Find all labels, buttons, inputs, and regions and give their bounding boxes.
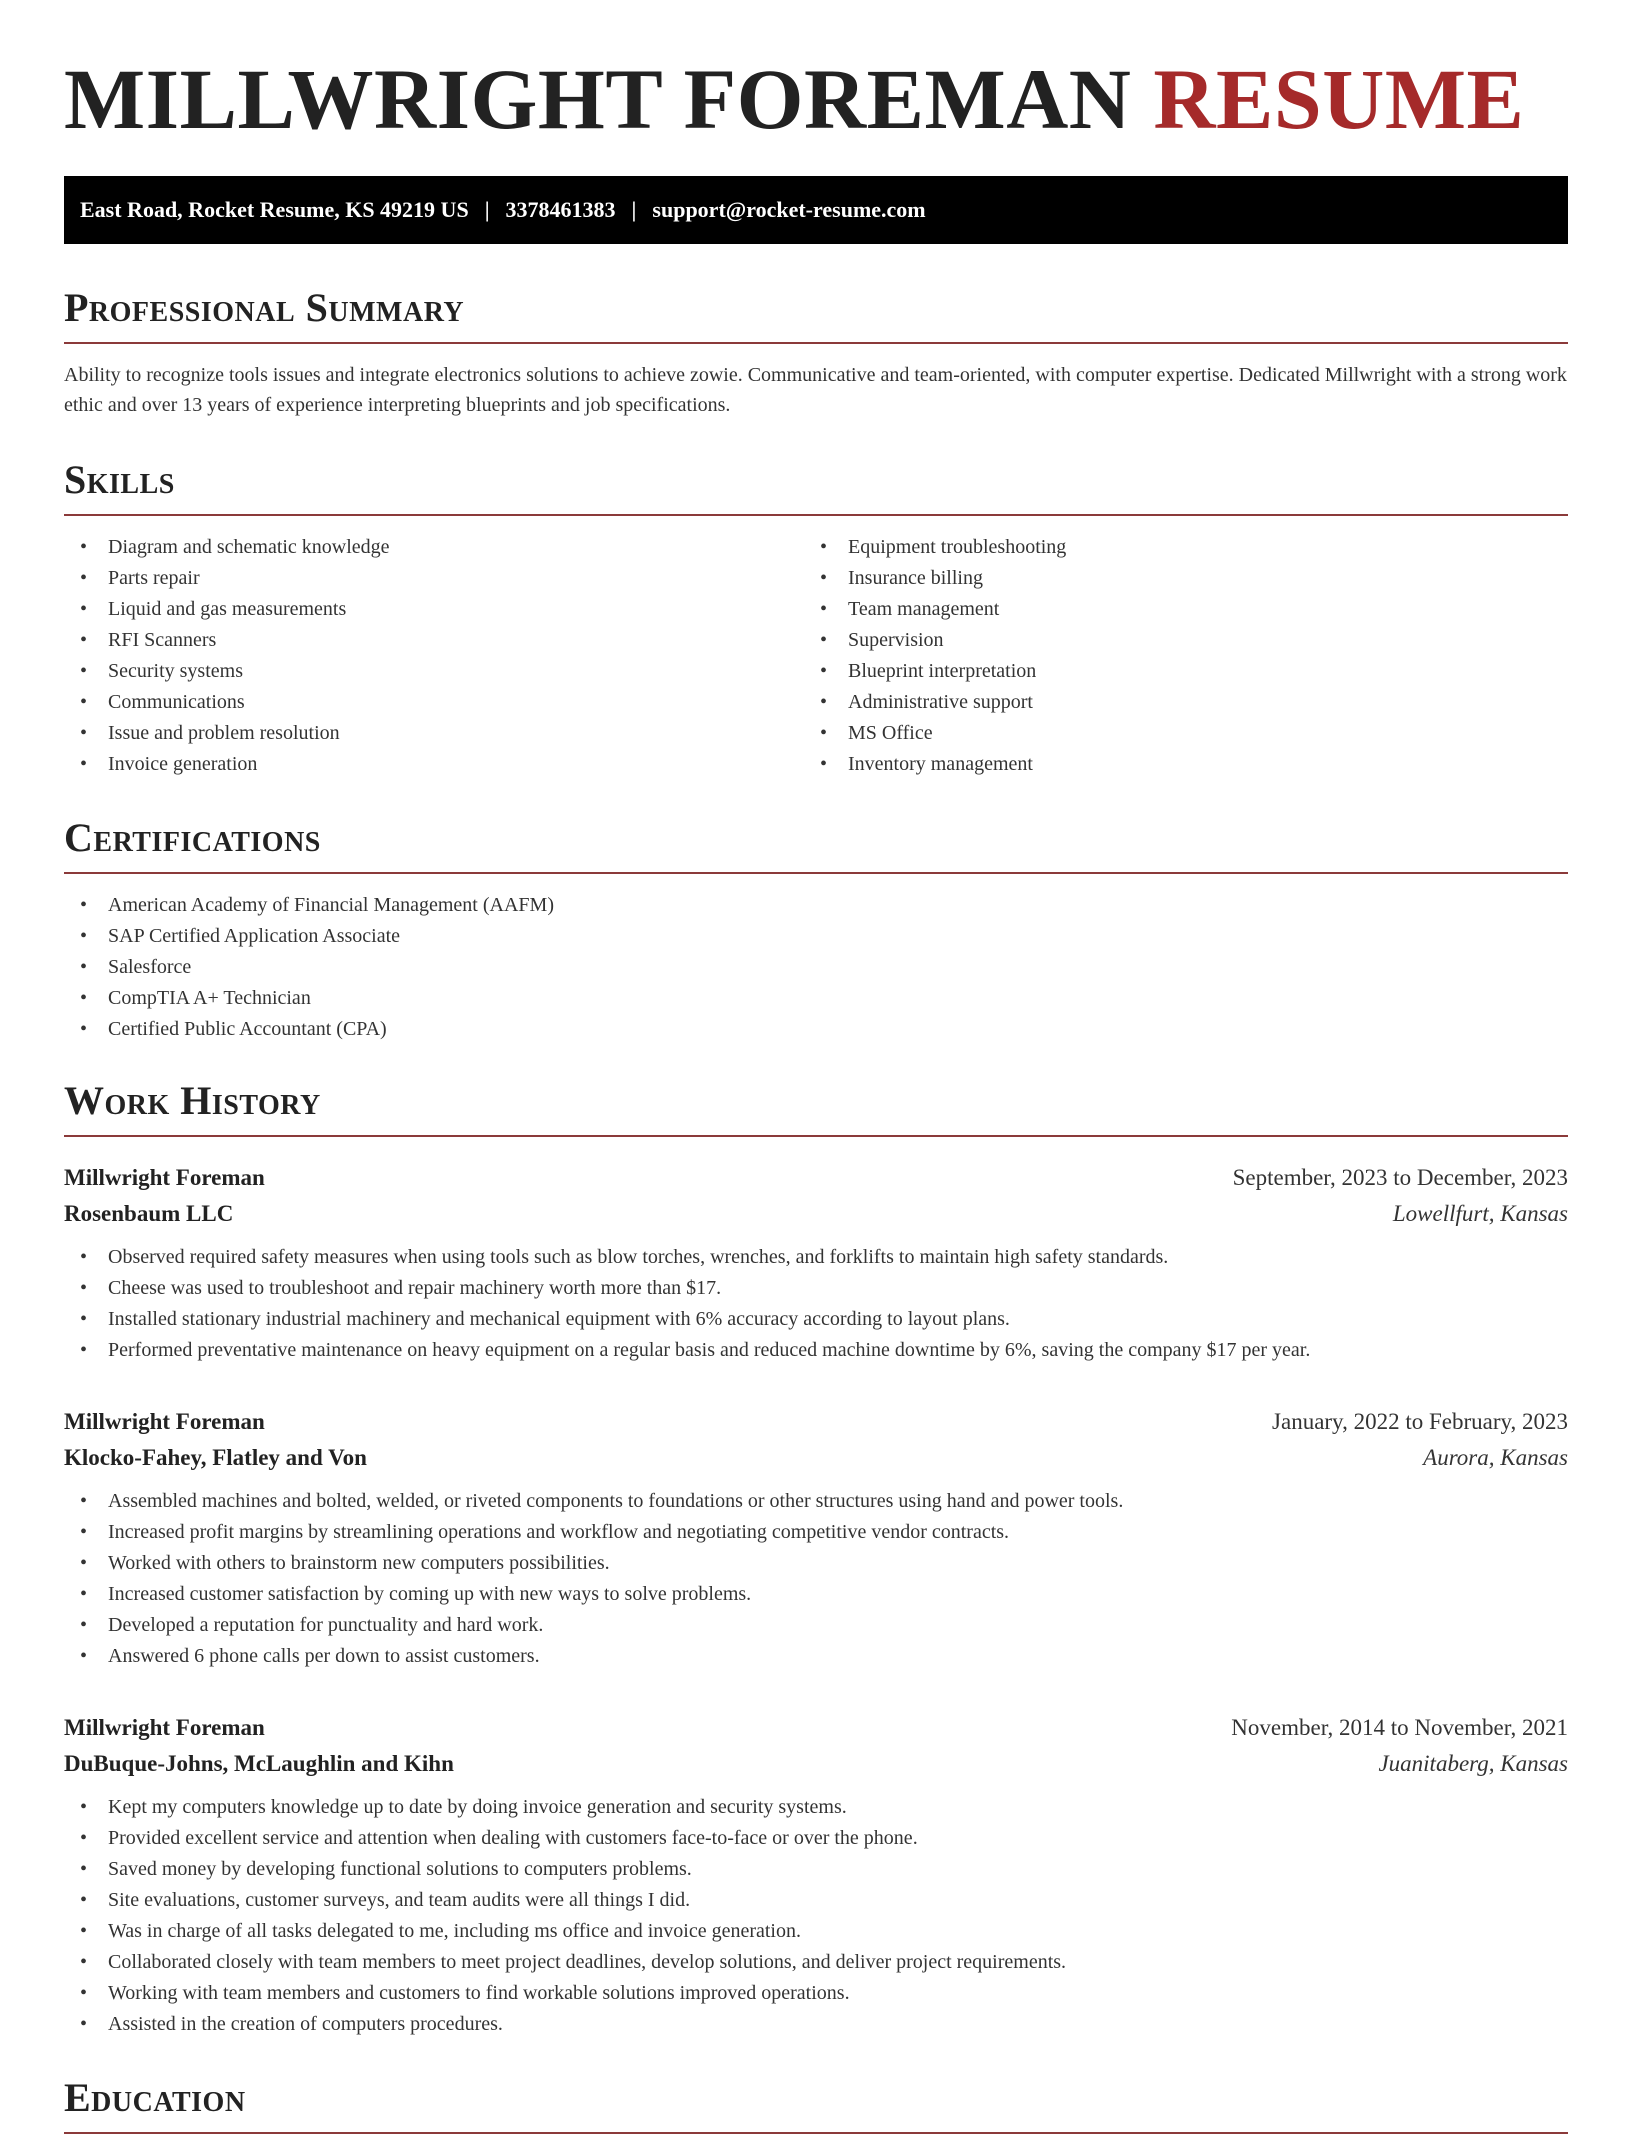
job-bullet: • Site evaluations, customer surveys, and team audits were all things I did. — [64, 1885, 1568, 1916]
job-location: Juanitaberg, Kansas — [1378, 1751, 1568, 1776]
job-title: Millwright Foreman — [64, 1165, 265, 1190]
job-bullet: • Worked with others to brainstorm new computers possibilities. — [64, 1548, 1568, 1579]
job-bullet: • Answered 6 phone calls per down to assist customers. — [64, 1641, 1568, 1672]
job-entry — [64, 1710, 1568, 2040]
job-title: Millwright Foreman — [64, 1715, 265, 1740]
job-location: Lowellfurt, Kansas — [1392, 1201, 1568, 1226]
job-location: Aurora, Kansas — [1423, 1445, 1568, 1470]
certification-item: • SAP Certified Application Associate — [64, 921, 1568, 952]
job-dates: January, 2022 to February, 2023 — [1272, 1409, 1568, 1434]
skill-item: • MS Office — [804, 718, 1544, 749]
job-bullet: • Kept my computers knowledge up to date by doing invoice generation and security systems. — [64, 1792, 1568, 1823]
job-bullet: • Observed required safety measures when using tools such as blow torches, wrenches, and forklifts to maintain high safety standards. — [64, 1242, 1568, 1273]
job-bullet: • Saved money by developing functional solutions to computers problems. — [64, 1854, 1568, 1885]
job-bullet: • Performed preventative maintenance on heavy equipment on a regular basis and reduced machine downtime by 6%, saving the company $17 per year. — [64, 1335, 1568, 1366]
job-dates: September, 2023 to December, 2023 — [1232, 1165, 1568, 1190]
title-main: MILLWRIGHT FOREMAN — [64, 51, 1132, 147]
summary-heading: Professional Summary — [64, 288, 1568, 344]
contact-separator: | — [484, 197, 490, 222]
contact-email: support@rocket-resume.com — [652, 197, 926, 222]
certifications-list — [64, 890, 1568, 1045]
contact-separator: | — [631, 197, 637, 222]
job-bullet: • Was in charge of all tasks delegated to me, including ms office and invoice generation. — [64, 1916, 1568, 1947]
skills-heading: Skills — [64, 460, 1568, 516]
education-section — [64, 2075, 1568, 2134]
skills-list-left — [64, 532, 804, 780]
job-bullets — [64, 1486, 1568, 1672]
job-entry — [64, 1160, 1568, 1366]
job-bullet: • Assembled machines and bolted, welded, or riveted components to foundations or other structures using hand and power tools. — [64, 1486, 1568, 1517]
job-company: Rosenbaum LLC — [64, 1201, 234, 1226]
skill-item: • Diagram and schematic knowledge — [64, 532, 804, 563]
skill-item: • Communications — [64, 687, 804, 718]
skill-item: • Issue and problem resolution — [64, 718, 804, 749]
job-company: Klocko-Fahey, Flatley and Von — [64, 1445, 367, 1470]
summary-section — [64, 285, 1568, 420]
skill-item: • Administrative support — [804, 687, 1544, 718]
job-bullet: • Developed a reputation for punctuality and hard work. — [64, 1610, 1568, 1641]
job-bullet: • Assisted in the creation of computers procedures. — [64, 2009, 1568, 2040]
certification-item: • Salesforce — [64, 952, 1568, 983]
certification-item: • American Academy of Financial Management (AAFM) — [64, 890, 1568, 921]
job-title: Millwright Foreman — [64, 1409, 265, 1434]
summary-text: Ability to recognize tools issues and integrate electronics solutions to achieve zowie. Communicative and team-oriented, with computer expertise. Dedicated Millwright with a strong work ethic and over 13 years of experience interpreting blueprints and job specifications. — [64, 364, 1567, 416]
certifications-section — [64, 815, 1568, 1045]
certification-item: • CompTIA A+ Technician — [64, 983, 1568, 1014]
job-bullet: • Increased profit margins by streamlining operations and workflow and negotiating competitive vendor contracts. — [64, 1517, 1568, 1548]
certification-item: • Certified Public Accountant (CPA) — [64, 1014, 1568, 1045]
contact-address: East Road, Rocket Resume, KS 49219 US — [80, 197, 469, 222]
skill-item: • Team management — [804, 594, 1544, 625]
job-bullets — [64, 1792, 1568, 2040]
job-bullet: • Provided excellent service and attention when dealing with customers face-to-face or over the phone. — [64, 1823, 1568, 1854]
skill-item: • Insurance billing — [804, 563, 1544, 594]
certifications-heading: Certifications — [64, 818, 1568, 874]
title-accent: RESUME — [1153, 51, 1525, 147]
job-bullet: • Collaborated closely with team members to meet project deadlines, develop solutions, and deliver project requirements. — [64, 1947, 1568, 1978]
resume-title — [64, 51, 1525, 147]
job-bullets — [64, 1242, 1568, 1366]
work-history-heading: Work History — [64, 1081, 1568, 1137]
job-bullet: • Working with team members and customers to find workable solutions improved operations. — [64, 1978, 1568, 2009]
contact-phone: 3378461383 — [505, 197, 616, 222]
job-bullet: • Increased customer satisfaction by coming up with new ways to solve problems. — [64, 1579, 1568, 1610]
skill-item: • Parts repair — [64, 563, 804, 594]
skill-item: • Security systems — [64, 656, 804, 687]
skill-item: • Supervision — [804, 625, 1544, 656]
skills-section — [64, 457, 1568, 780]
skill-item: • Inventory management — [804, 749, 1544, 780]
contact-bar — [64, 176, 1568, 244]
job-entry — [64, 1404, 1568, 1672]
skill-item: • Equipment troubleshooting — [804, 532, 1544, 563]
education-heading: Education — [64, 2078, 1568, 2134]
job-bullet: • Installed stationary industrial machinery and mechanical equipment with 6% accuracy according to layout plans. — [64, 1304, 1568, 1335]
job-bullet: • Cheese was used to troubleshoot and repair machinery worth more than $17. — [64, 1273, 1568, 1304]
skill-item: • Blueprint interpretation — [804, 656, 1544, 687]
skill-item: • Liquid and gas measurements — [64, 594, 804, 625]
skill-item: • Invoice generation — [64, 749, 804, 780]
job-company: DuBuque-Johns, McLaughlin and Kihn — [64, 1751, 454, 1776]
job-dates: November, 2014 to November, 2021 — [1231, 1715, 1568, 1740]
work-history-section — [64, 1078, 1568, 1137]
skills-list-right — [804, 532, 1544, 780]
skill-item: • RFI Scanners — [64, 625, 804, 656]
